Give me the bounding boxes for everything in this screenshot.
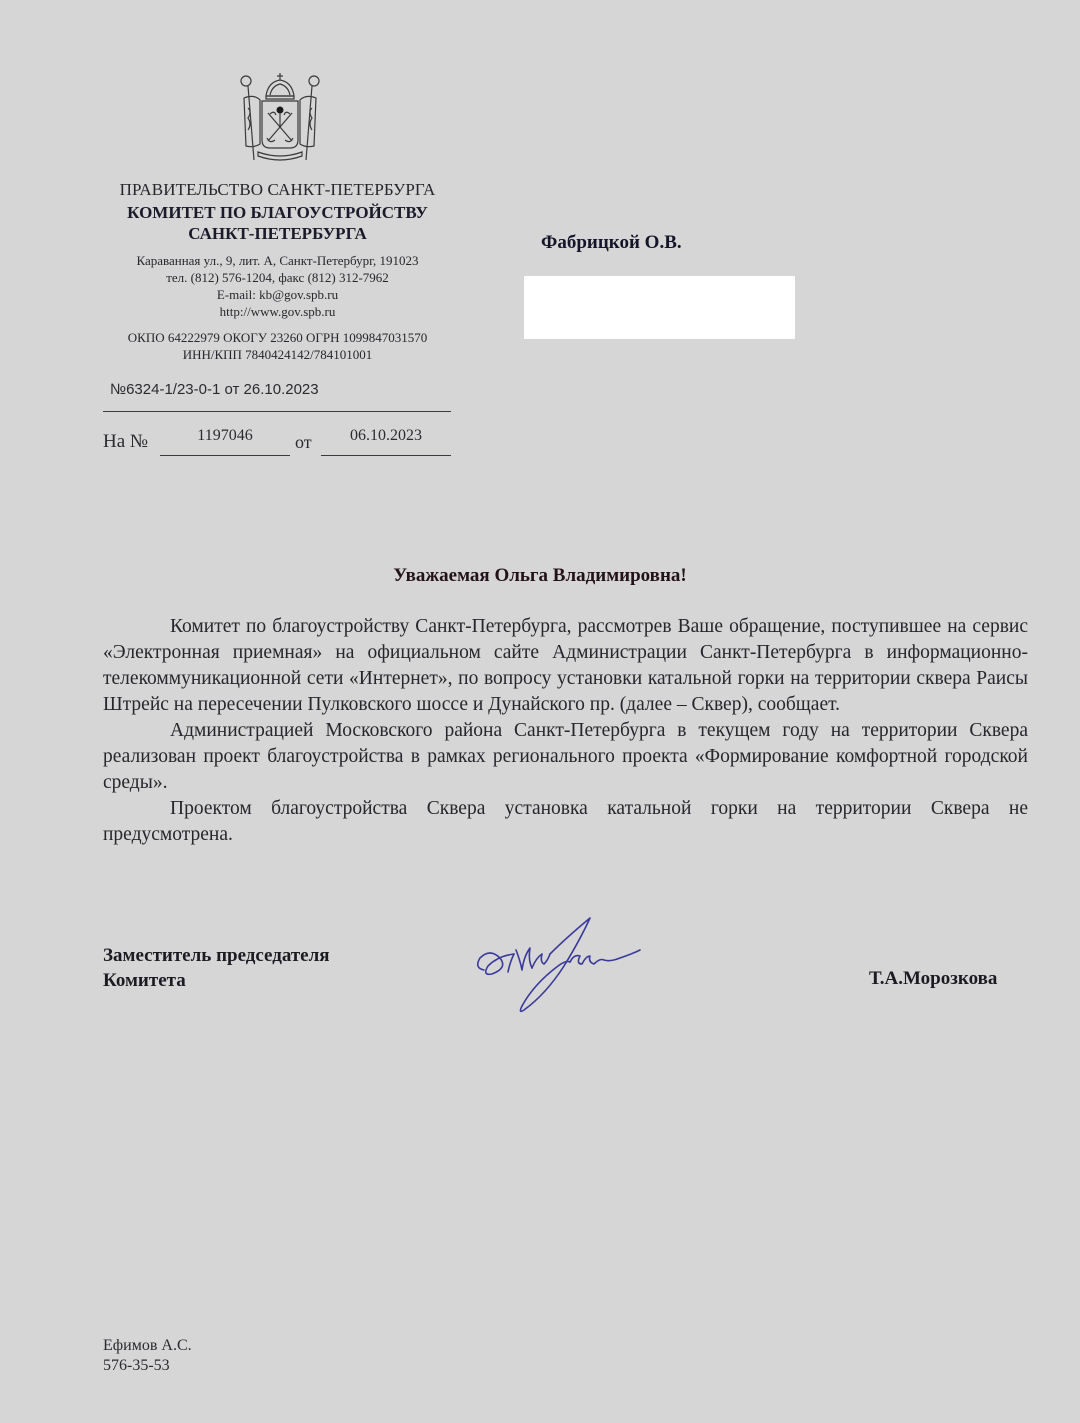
executor-info xyxy=(103,1336,192,1376)
registration-codes xyxy=(100,329,455,363)
divider-line xyxy=(103,411,451,412)
reply-number-label: На № xyxy=(103,431,149,452)
handwritten-signature xyxy=(470,910,650,1020)
codes-line1: ОКПО 64222979 ОКОГУ 23260 ОГРН 1099847031570 xyxy=(127,330,428,345)
committee-name-line1: КОМИТЕТ ПО БЛАГОУСТРОЙСТВУ xyxy=(127,203,428,222)
reply-date-label: от xyxy=(295,432,312,452)
letter-body xyxy=(103,614,1028,848)
signer-title-line1: Заместитель председателя xyxy=(103,945,330,966)
government-name: ПРАВИТЕЛЬСТВО САНКТ-ПЕТЕРБУРГА xyxy=(119,180,436,199)
reply-reference xyxy=(103,426,453,458)
executor-name: Ефимов А.С. xyxy=(103,1337,192,1354)
reply-number-field: 1197046 xyxy=(160,426,290,456)
phone-fax: тел. (812) 576-1204, факс (812) 312-7962 xyxy=(166,270,389,285)
paragraph: Администрацией Московского района Санкт-Петербурга в текущем году на территории Сквера реализован проект благоустройства в рамках регионального проекта «Формирование комфортной городской среды». xyxy=(103,720,1028,793)
paragraph: Проектом благоустройства Сквера установка катальной горки на территории Сквера не предусмотрена. xyxy=(103,798,1028,845)
salutation: Уважаемая Ольга Владимировна! xyxy=(393,565,687,586)
contact-info xyxy=(100,252,455,320)
signer-title-line2: Комитета xyxy=(103,970,186,991)
email: E-mail: kb@gov.spb.ru xyxy=(216,287,339,302)
redacted-address-block xyxy=(524,276,795,339)
codes-line2: ИНН/КПП 7840424142/784101001 xyxy=(182,347,373,362)
addressee-name: Фабрицкой О.В. xyxy=(541,232,682,253)
committee-name-line2: САНКТ-ПЕТЕРБУРГА xyxy=(188,224,367,243)
letterhead xyxy=(100,178,455,363)
executor-phone: 576-35-53 xyxy=(103,1357,170,1374)
reply-date-field: 06.10.2023 xyxy=(321,426,451,456)
website: http://www.gov.spb.ru xyxy=(219,304,336,319)
coat-of-arms-emblem xyxy=(230,68,330,168)
outgoing-number: №6324-1/23-0-1 от 26.10.2023 xyxy=(110,381,319,398)
signer-name: Т.А.Морозкова xyxy=(869,968,998,989)
signer-title xyxy=(103,943,330,993)
address: Караванная ул., 9, лит. А, Санкт-Петербург, 191023 xyxy=(136,253,419,268)
paragraph: Комитет по благоустройству Санкт-Петербурга, рассмотрев Ваше обращение, поступившее на сервис «Электронная приемная» на официальном сайте Администрации Санкт-Петербурга в информационно-телекоммуникационной сети «Интернет», по вопросу установки катальной горки на территории сквера Раисы Штрейс на пересечении Пулковского шоссе и Дунайского пр. (далее – Сквер), сообщает. xyxy=(103,616,1028,715)
